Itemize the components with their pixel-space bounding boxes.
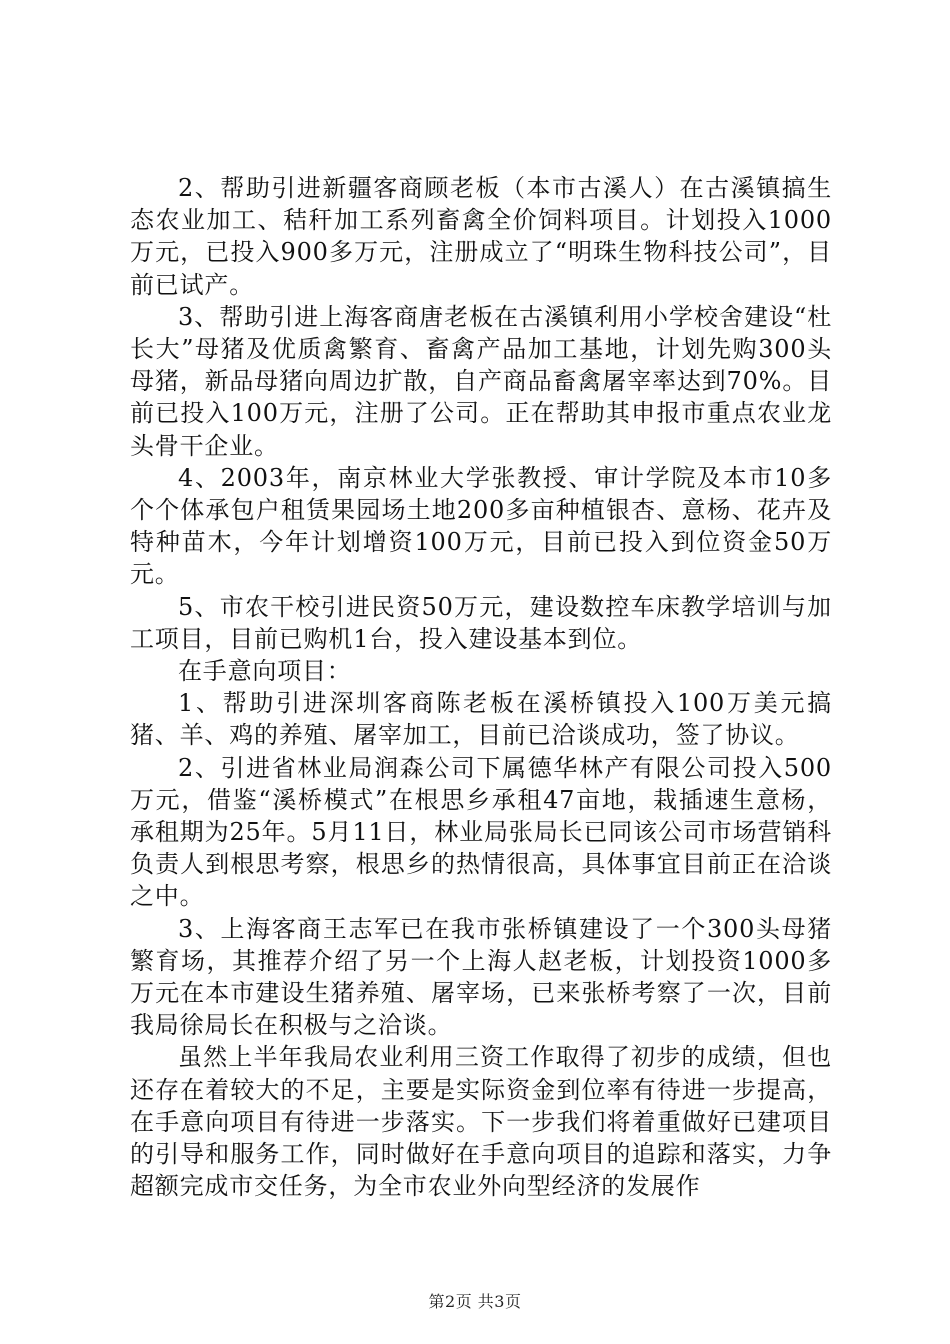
paragraph-intended-1: 1、帮助引进深圳客商陈老板在溪桥镇投入100万美元搞猪、羊、鸡的养殖、屠宰加工，目前已洽谈成功，签了协议。 <box>130 689 832 750</box>
paragraph-intended-2: 2、引进省林业局润森公司下属德华林产有限公司投入500万元，借鉴“溪桥模式”在根思乡承租47亩地，栽插速生意杨，承租期为25年。5月11日，林业局张局长已同该公司市场营销科负责人到根思考察，根思乡的热情很高，具体事宜目前正在洽谈之中。 <box>130 753 832 911</box>
paragraph-item-5: 5、市农干校引进民资50万元，建设数控车床教学培训与加工项目，目前已购机1台，投入建设基本到位。 <box>130 592 832 653</box>
page-footer: 第2页 共3页 <box>428 1292 522 1311</box>
document-body <box>130 172 832 1203</box>
paragraph-item-2: 2、帮助引进新疆客商顾老板（本市古溪人）在古溪镇搞生态农业加工、秸秆加工系列畜禽全价饲料项目。计划投入1000万元，已投入900多万元，注册成立了“明珠生物科技公司”，目前已试产。 <box>130 174 832 299</box>
paragraph-item-4: 4、2003年，南京林业大学张教授、审计学院及本市10多个个体承包户租赁果园场土地200多亩种植银杏、意杨、花卉及特种苗木，今年计划增资100万元，目前已投入到位资金50万元。 <box>130 463 832 589</box>
paragraph-item-3: 3、帮助引进上海客商唐老板在古溪镇利用小学校舍建设“杜长大”母猪及优质禽繁育、畜禽产品加工基地，计划先购300头母猪，新品母猪向周边扩散，自产商品畜禽屠宰率达到70%。目前已投入100万元，注册了公司。正在帮助其申报市重点农业龙头骨干企业。 <box>130 302 832 460</box>
paragraph-intended-3: 3、上海客商王志军已在我市张桥镇建设了一个300头母猪繁育场，其推荐介绍了另一个上海人赵老板，计划投资1000多万元在本市建设生猪养殖、屠宰场，已来张桥考察了一次，目前我局徐局长在积极与之洽谈。 <box>130 914 832 1040</box>
section-heading-intended-projects: 在手意向项目： <box>178 657 352 686</box>
paragraph-summary: 虽然上半年我局农业利用三资工作取得了初步的成绩，但也还存在着较大的不足，主要是实际资金到位率有待进一步提高，在手意向项目有待进一步落实。下一步我们将着重做好已建项目的引导和服务工作，同时做好在手意向项目的追踪和落实，力争超额完成市交任务，为全市农业外向型经济的发展作 <box>130 1043 832 1201</box>
